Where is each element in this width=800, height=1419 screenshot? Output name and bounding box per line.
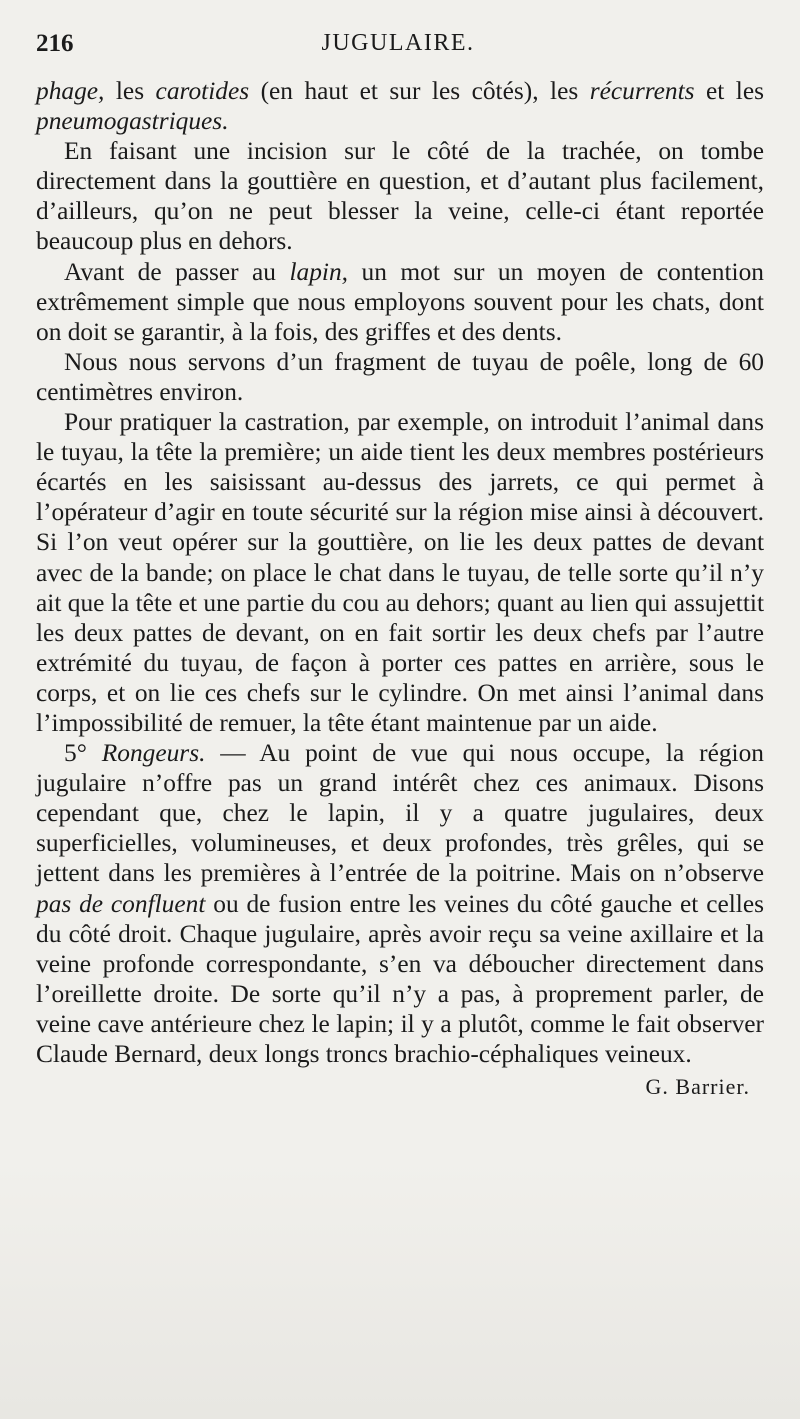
text-run: ou de fusion entre les veines du côté gauche et celles du côté droit. Chaque jugulaire, après avoir reçu sa veine axillaire et la veine profonde correspondante, s’en va déboucher directement dans l’oreillette droite. De sorte qu’il n’y a pas, à proprement parler, de veine cave antérieure chez le lapin; il y a plutôt, comme le fait observer Claude Bernard, deux longs troncs brachio-céphaliques veineux.: [36, 889, 764, 1068]
text-run: un mot sur un moyen de contention extrêmement simple que nous employons souvent pour les chats, dont on doit se garantir, à la fois, des griffes et des dents.: [36, 257, 764, 346]
show-through-shading: [0, 1160, 800, 1419]
text-run: Nous nous servons d’un fragment de tuyau de poêle, long de 60 centimètres environ.: [36, 347, 764, 406]
running-title: JUGULAIRE.: [321, 30, 475, 56]
text-run: En faisant une incision sur le côté de la trachée, on tombe directement dans la gouttière en question, et d’autant plus facilement, d’ailleurs, qu’on ne peut blesser la veine, celle-ci étant reportée beaucoup plus en dehors.: [36, 137, 764, 256]
paragraph-incision: [36, 136, 764, 256]
page-number: 216: [36, 30, 74, 57]
author-signature: G. Barrier.: [645, 1074, 750, 1100]
paragraph-tuyau: [36, 347, 764, 407]
text-run: les: [104, 77, 156, 105]
body-text: [36, 76, 764, 1103]
paragraph-castration: [36, 407, 764, 738]
text-run: Avant de passer au: [64, 257, 290, 286]
italic-term: carotides: [155, 77, 250, 105]
italic-term: lapin,: [289, 257, 349, 286]
running-head: [36, 30, 760, 66]
italic-term: pneumogastriques.: [36, 107, 229, 136]
paragraph-contention: [36, 257, 764, 347]
text-run: Pour pratiquer la castration, par exemple, on introduit l’animal dans le tuyau, la tête la première; un aide tient les deux membres postérieurs écartés en les saisissant au-dessus des jarrets, ce qui permet à l’opérateur d’agir en toute sécurité sur la région mise ainsi à découvert. Si l’on veut opérer sur la gouttière, on lie les deux pattes de devant avec de la bande; on place le chat dans le tuyau, de telle sorte qu’il n’y ait que la tête et une partie du cou au dehors; quant au lien qui assujettit les deux pattes de devant, on en fait sortir les deux chefs par l’autre extrémité du tuyau, de façon à porter ces pattes en arrière, sous le corps, et on lie ces chefs sur le cylindre. On met ainsi l’animal dans l’impossibilité de remuer, la tête étant maintenue par un aide.: [36, 408, 764, 737]
italic-term: phage,: [36, 77, 105, 105]
paragraph-continuation: [36, 76, 764, 136]
text-run: — Au point de vue qui nous occupe, la région jugulaire n’offre pas un grand intérêt chez ces animaux. Disons cependant que, chez le lapin, il y a quatre jugulaires, deux superficielles, volumineuses, et deux profondes, très grêles, qui se jettent dans les premières à l’entrée de la poitrine. Mais on n’observe: [36, 739, 764, 888]
italic-term: récurrents: [589, 77, 695, 105]
italic-term: Rongeurs.: [101, 739, 206, 768]
text-run: (en haut et sur les côtés), les: [249, 77, 590, 105]
paragraph-rongeurs: [36, 738, 764, 1069]
text-run: et les: [694, 77, 765, 105]
italic-term: pas de confluent: [36, 889, 206, 918]
text-run: 5°: [64, 739, 102, 768]
